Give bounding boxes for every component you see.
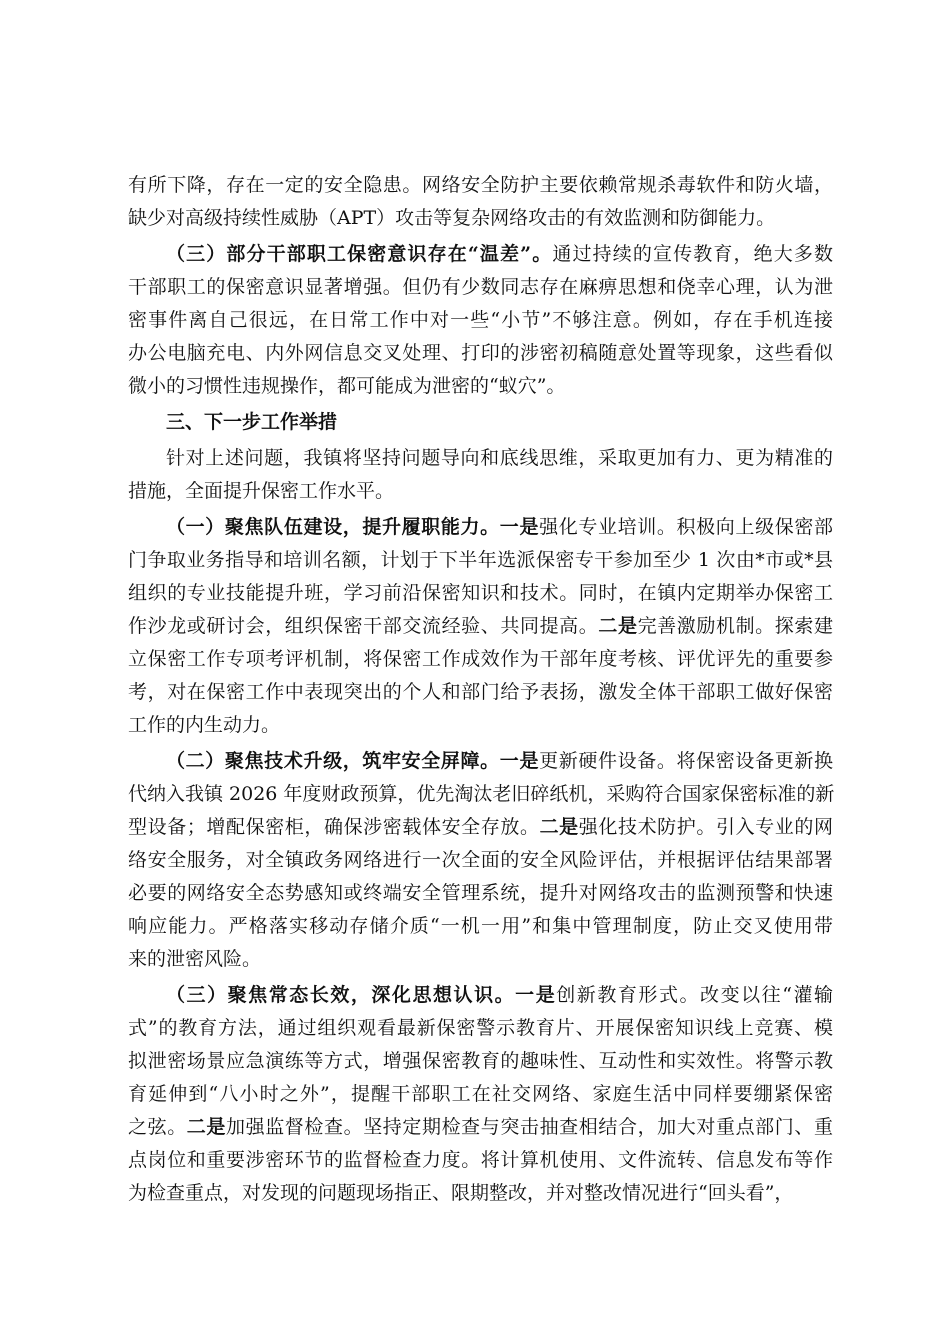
paragraph-p-3: [128, 238, 833, 403]
text-line: [128, 577, 833, 610]
text-run: 干部职工的保密意识显著增强。但仍有少数同志存在麻痹思想和侥幸心理，认为泄: [128, 276, 833, 298]
text-run: 通过持续的宣传教育，绝大多数: [552, 243, 833, 265]
text-run: 门争取业务指导和培训名额，计划于下半年选派保密专干参加至少 1 次由*市或*县: [128, 549, 833, 571]
text-run: 之弦。: [128, 1116, 187, 1138]
text-run: 强化专业培训。积极向上级保密部: [539, 516, 833, 538]
text-run: 办公电脑充电、内外网信息交叉处理、打印的涉密初稿随意处置等现象，这些看似: [128, 342, 833, 364]
text-run: 密事件离自己很远，在日常工作中对一些“小节”不够注意。例如，存在手机连接: [128, 309, 833, 331]
text-run: 措施，全面提升保密工作水平。: [128, 480, 395, 502]
bold-text-run: （二）聚焦技术升级，筑牢安全屏障。一是: [166, 750, 540, 772]
bold-text-run: 二是: [186, 1116, 226, 1138]
text-line: [128, 676, 833, 709]
text-line: [128, 442, 833, 475]
text-run: 点岗位和重要涉密环节的监督检查力度。将计算机使用、文件流转、信息发布等作: [128, 1149, 833, 1171]
text-run: 工作的内生动力。: [128, 714, 281, 736]
text-line: [128, 643, 833, 676]
text-run: 代纳入我镇 2026 年度财政预算，优先淘汰老旧碎纸机，采购符合国家保密标准的新: [128, 783, 835, 805]
paragraph-p-cont: [128, 169, 833, 235]
paragraph-p-intro: [128, 442, 833, 508]
text-run: 必要的网络安全态势感知或终端安全管理系统，提升对网络攻击的监测预警和快速: [128, 882, 833, 904]
text-line: [128, 709, 833, 742]
text-line: [128, 544, 833, 577]
text-run: 更新硬件设备。将保密设备更新换: [539, 750, 833, 772]
text-run: 络安全服务，对全镇政务网络进行一次全面的安全风险评估，并根据评估结果部署: [128, 849, 833, 871]
text-line: [128, 943, 833, 976]
text-line: [128, 844, 833, 877]
text-line: [128, 202, 833, 235]
text-line: [128, 475, 833, 508]
text-run: 型设备；增配保密柜，确保涉密载体安全存放。: [128, 816, 540, 838]
paragraph-p-m2: [128, 745, 833, 976]
text-run: 作沙龙或研讨会，组织保密干部交流经验、共同提高。: [128, 615, 599, 637]
text-line: [128, 1078, 833, 1111]
paragraph-p-m1: [128, 511, 833, 742]
text-run: 加强监督检查。坚持定期检查与突击抽查相结合，加大对重点部门、重: [226, 1116, 833, 1138]
text-run: 为检查重点，对发现的问题现场指正、限期整改，并对整改情况进行“回头看”，: [128, 1182, 794, 1204]
text-line: [128, 169, 833, 202]
text-run: 考，对在保密工作中表现突出的个人和部门给予表扬，激发全体干部职工做好保密: [128, 681, 833, 703]
text-run: 缺少对高级持续性威胁（APT）攻击等复杂网络攻击的有效监测和防御能力。: [128, 207, 776, 229]
text-run: 立保密工作专项考评机制，将保密工作成效作为干部年度考核、评优评先的重要参: [128, 648, 833, 670]
bold-text-run: 二是: [539, 816, 579, 838]
text-run: 有所下降，存在一定的安全隐患。网络安全防护主要依赖常规杀毒软件和防火墙，: [128, 174, 833, 196]
text-line: [128, 238, 833, 271]
text-line: [128, 1144, 833, 1177]
text-line: [128, 778, 833, 811]
text-line: [128, 271, 833, 304]
text-run: 微小的习惯性违规操作，都可能成为泄密的“蚁穴”。: [128, 375, 566, 397]
bold-text-run: 二是: [598, 615, 638, 637]
text-line: [128, 610, 833, 643]
text-run: 式”的教育方法，通过组织观看最新保密警示教育片、开展保密知识线上竞赛、模: [128, 1017, 833, 1039]
text-line: [128, 1012, 833, 1045]
bold-text-run: （三）聚焦常态长效，深化思想认识。一是: [166, 984, 557, 1006]
text-line: [128, 1111, 833, 1144]
text-run: 拟泄密场景应急演练等方式，增强保密教育的趣味性、互动性和实效性。将警示教: [128, 1050, 833, 1072]
bold-text-run: 三、下一步工作举措: [166, 411, 338, 433]
text-run: 针对上述问题，我镇将坚持问题导向和底线思维，采取更加有力、更为精准的: [166, 447, 833, 469]
text-run: 组织的专业技能提升班，学习前沿保密知识和技术。同时，在镇内定期举办保密工: [128, 582, 833, 604]
text-line: [128, 304, 833, 337]
paragraph-p-m3: [128, 979, 833, 1210]
document-page: [128, 169, 833, 1210]
text-run: 来的泄密风险。: [128, 948, 262, 970]
text-run: 响应能力。严格落实移动存储介质“一机一用”和集中管理制度，防止交叉使用带: [128, 915, 833, 937]
bold-text-run: （三）部分干部职工保密意识存在“温差”。: [166, 243, 553, 265]
paragraph-p-heading: [128, 406, 833, 439]
text-run: 创新教育形式。改变以往“灌输: [556, 984, 833, 1006]
text-line: [128, 877, 833, 910]
text-run: 育延伸到“八小时之外”，提醒干部职工在社交网络、家庭生活中同样要绷紧保密: [128, 1083, 833, 1105]
text-line: [128, 406, 833, 439]
bold-text-run: （一）聚焦队伍建设，提升履职能力。一是: [166, 516, 540, 538]
text-line: [128, 1045, 833, 1078]
text-run: 强化技术防护。引入专业的网: [578, 816, 833, 838]
text-line: [128, 1177, 833, 1210]
text-line: [128, 745, 833, 778]
text-line: [128, 370, 833, 403]
text-line: [128, 337, 833, 370]
text-line: [128, 811, 833, 844]
text-line: [128, 910, 833, 943]
text-line: [128, 511, 833, 544]
text-run: 完善激励机制。探索建: [637, 615, 833, 637]
text-line: [128, 979, 833, 1012]
